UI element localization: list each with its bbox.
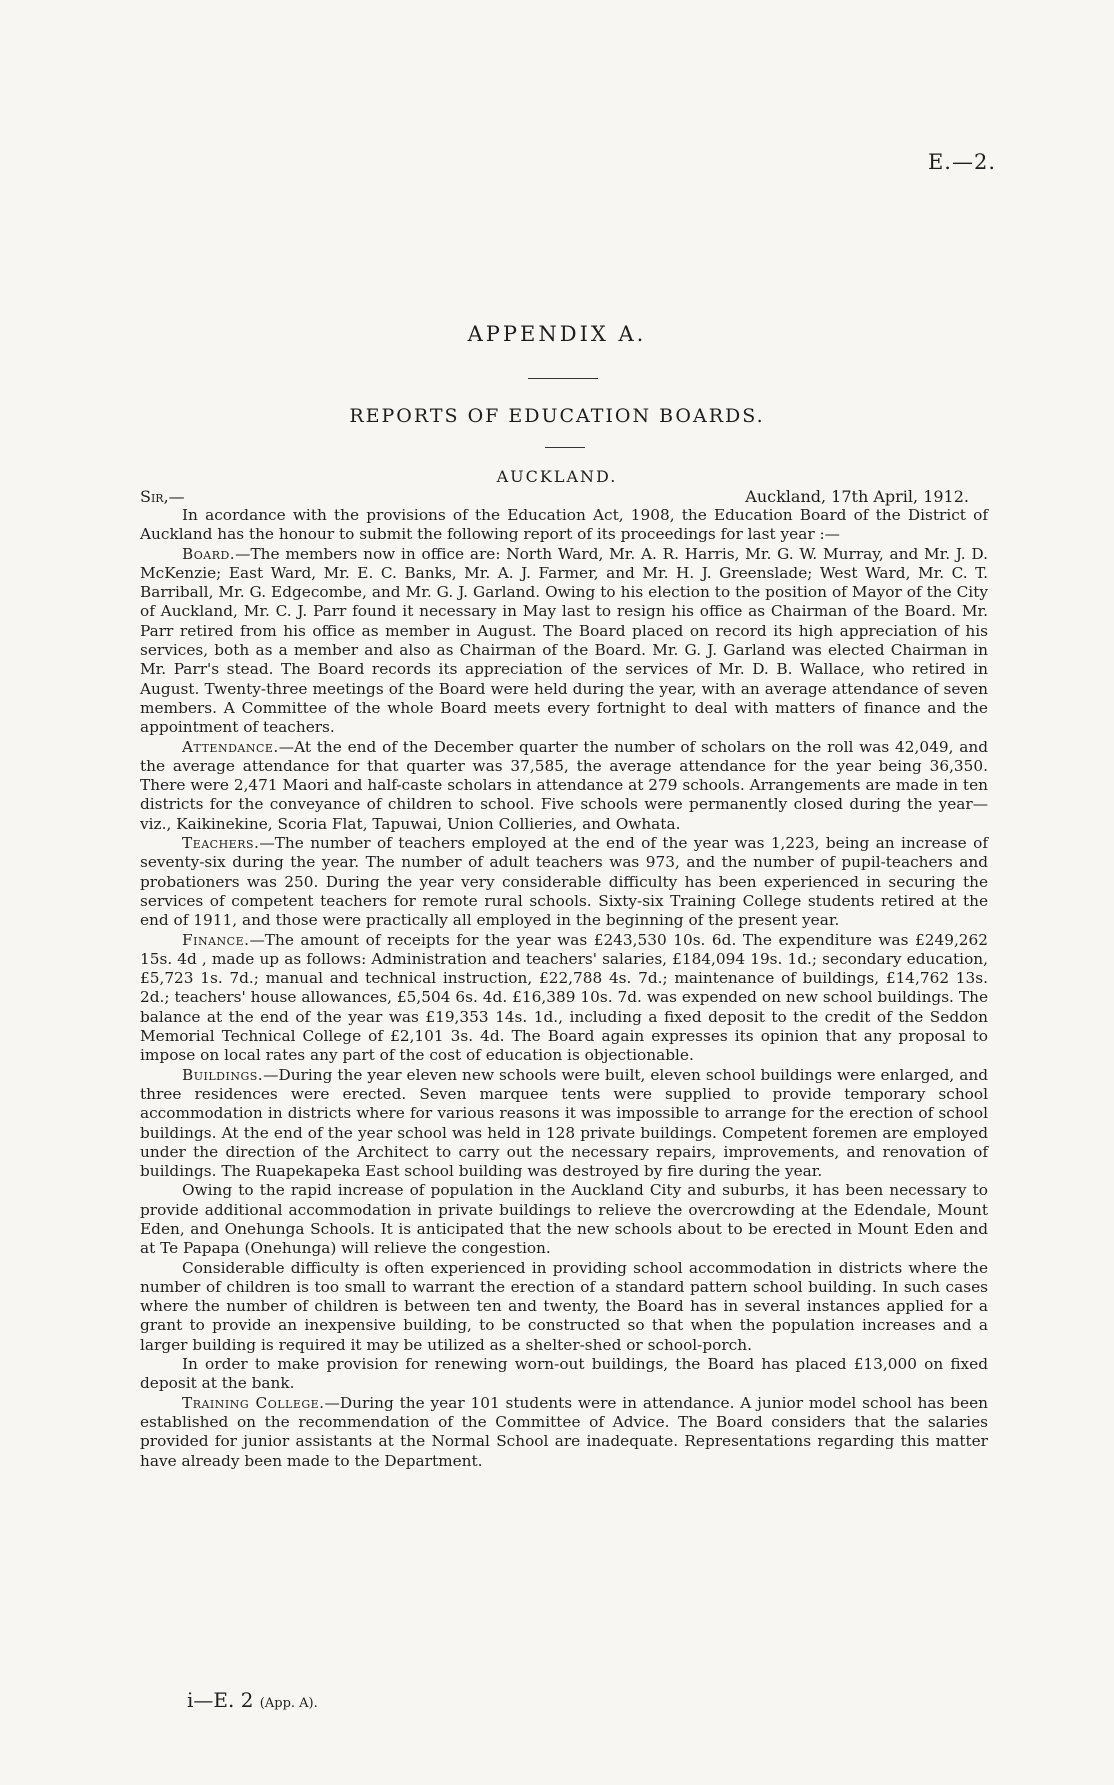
paragraph-text: Owing to the rapid increase of population in the Auckland City and suburbs, it has been necessary to provide additional accommodation in private buildings to relieve the overcrowding at the Edendale, Mount Eden, and Onehunga Schools. It is anticipated that the new schools about to be erected in Mount Eden and at Te Papapa (Onehunga) will relieve the congestion. [140, 1181, 988, 1258]
paragraph-board [140, 545, 988, 738]
paragraph-heading: Board. [182, 544, 236, 563]
appendix-title: APPENDIX A. [467, 322, 647, 346]
paragraph-buildings [140, 1066, 988, 1182]
paragraph-population [140, 1181, 988, 1258]
paragraph-heading: Buildings. [182, 1065, 264, 1084]
paragraph-finance [140, 931, 988, 1066]
paragraph-accommodation [140, 1259, 988, 1355]
signature-note: (App. A). [259, 1696, 318, 1711]
paragraph-deposit [140, 1355, 988, 1394]
page-reference: E.—2. [927, 150, 996, 174]
paragraph-text: In order to make provision for renewing worn-out buildings, the Board has placed £13,000 on fixed deposit at the bank. [140, 1355, 988, 1393]
reports-title: REPORTS OF EDUCATION BOARDS. [349, 405, 765, 427]
paragraph-text: Considerable difficulty is often experienced in providing school accommodation in districts where the number of children is too small to warrant the erection of a standard pattern school building. In such cases where the number of children is between ten and twenty, the Board has in several instances applied for a grant to provide an inexpensive building, to be constructed so that when the population increases and a larger building is required it may be utilized as a shelter-shed or school-porch. [140, 1258, 988, 1354]
page-signature [187, 1688, 318, 1712]
paragraph-text: —The members now in office are: North Ward, Mr. A. R. Harris, Mr. G. W. Murray, and Mr. J. D. McKenzie; East Ward, Mr. E. C. Banks, Mr. A. J. Farmer, and Mr. H. J. Greenslade; West Ward, Mr. C. T. Barriball, Mr. G. Edgecombe, and Mr. G. J. Garland. Owing to his election to the position of Mayor of the City of Auckland, Mr. C. J. Parr found it necessary in May last to resign his office as Chairman of the Board. Mr. Parr retired from his office as member in August. The Board placed on record its high appreciation of his services, both as a member and also as Chairman of the Board. Mr. G. J. Garland was elected Chairman in Mr. Parr's stead. The Board records its appreciation of the services of Mr. D. B. Wallace, who retired in August. Twenty-three meetings of the Board were held during the year, with an average attendance of seven members. A Committee of the whole Board meets every fortnight to deal with matters of finance and the appointment of teachers. [140, 544, 988, 737]
paragraph-heading: Finance. [182, 930, 250, 949]
paragraph-text: —During the year 101 students were in attendance. A junior model school has been established on the recommendation of the Committee of Advice. The Board considers that the salaries provided for junior assistants at the Normal School are inadequate. Representations regarding this matter have already been made to the Department. [140, 1393, 988, 1470]
paragraph-text: In acordance with the provisions of the Education Act, 1908, the Education Board of the District of Auckland has the honour to submit the following report of its proceedings for last year :— [140, 506, 988, 544]
paragraph-heading: Teachers. [182, 834, 260, 853]
paragraph-heading: Training College. [182, 1393, 325, 1412]
signature-main: i—E. 2 [187, 1688, 254, 1712]
paragraph-text: —At the end of the December quarter the number of scholars on the roll was 42,049, and the average attendance for that quarter was 37,585, the average attendance for the year being 36,350. There were 2,471 Maori and half-caste scholars in attendance at 279 schools. Arrangements are made in ten districts for the conveyance of children to school. Five schools were permanently closed during the year—viz., Kaikinekine, Scoria Flat, Tapuwai, Union Collieries, and Owhata. [140, 737, 988, 833]
letter-body [140, 506, 988, 1471]
paragraph-intro [140, 506, 988, 545]
paragraph-text: —The amount of receipts for the year was £243,530 10s. 6d. The expenditure was £249,262 15s. 4d , made up as follows: Administration and teachers' salaries, £184,094 19s. 1d.; secondary education, £5,723 1s. 7d.; manual and technical instruction, £22,788 4s. 7d.; maintenance of buildings, £14,762 13s. 2d.; teachers' house allowances, £5,504 6s. 4d. £16,389 10s. 7d. was expended on new school buildings. The balance at the end of the year was £19,353 14s. 1d., including a fixed deposit to the credit of the Seddon Memorial Technical College of £2,101 3s. 4d. The Board again expresses its opinion that any proposal to impose on local rates any part of the cost of education is objectionable. [140, 930, 988, 1065]
salutation: Sir,— [140, 487, 185, 506]
paragraph-text: —The number of teachers employed at the end of the year was 1,223, being an increase of seventy-six during the year. The number of adult teachers was 973, and the number of pupil-teachers and probationers was 250. During the year very considerable difficulty has been experienced in securing the services of competent teachers for remote rural schools. Sixty-six Training College students retired at the end of 1911, and those were practically all employed in the beginning of the present year. [140, 834, 988, 930]
dateline: Auckland, 17th April, 1912. [745, 487, 969, 506]
district-heading: AUCKLAND. [496, 467, 618, 486]
paragraph-text: —During the year eleven new schools were built, eleven school buildings were enlarged, and three residences were erected. Seven marquee tents were supplied to provide temporary school accommodation in districts where for various reasons it was impossible to arrange for the erection of school buildings. At the end of the year school was held in 128 private buildings. Competent foremen are employed under the direction of the Architect to carry out the necessary repairs, improvements, and renovation of buildings. The Ruapekapeka East school building was destroyed by fire during the year. [140, 1065, 988, 1181]
title-divider [528, 378, 598, 379]
section-divider [545, 447, 585, 448]
paragraph-training-college [140, 1394, 988, 1471]
paragraph-attendance [140, 738, 988, 834]
paragraph-heading: Attendance. [182, 737, 279, 756]
paragraph-teachers [140, 834, 988, 930]
